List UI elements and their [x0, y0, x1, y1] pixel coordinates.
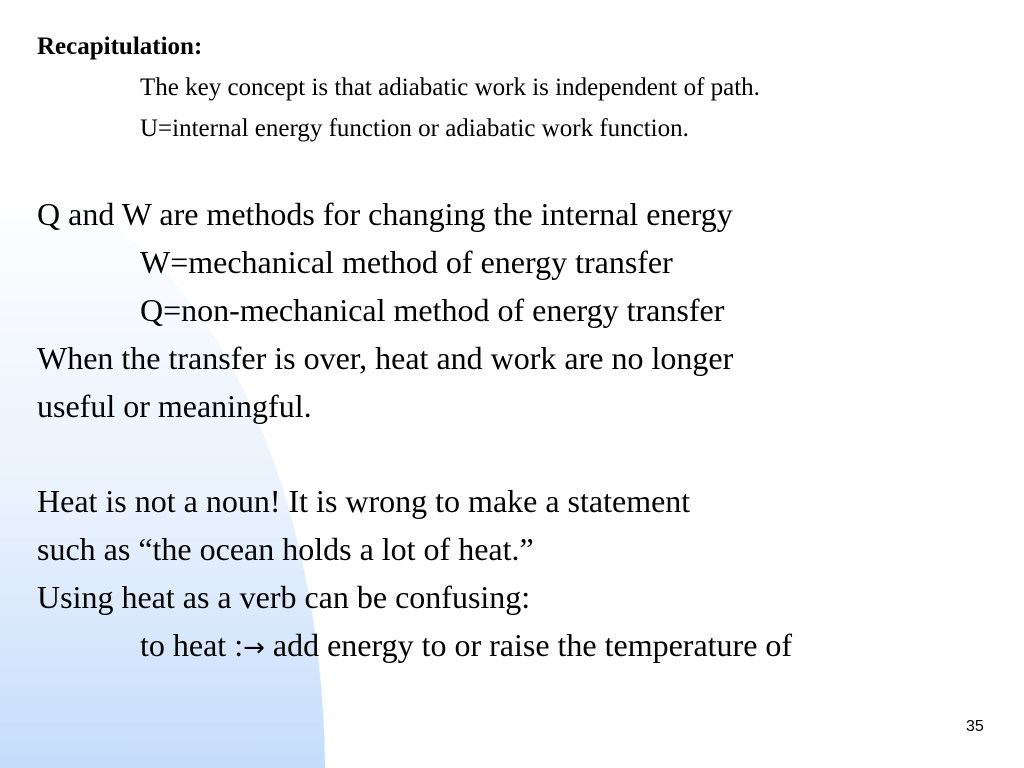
q-definition: Q=non-mechanical method of energy transfer — [140, 292, 725, 328]
page-number: 35 — [966, 718, 984, 735]
recap-line-2: U=internal energy function or adiabatic work function. — [140, 115, 689, 142]
transfer-over-line-1: When the transfer is over, heat and work are no longer — [37, 340, 734, 376]
recap-heading: Recapitulation: — [37, 33, 203, 60]
right-arrow-icon: → — [243, 633, 265, 663]
w-definition: W=mechanical method of energy transfer — [140, 244, 673, 280]
qw-intro: Q and W are methods for changing the internal energy — [37, 196, 733, 232]
heat-noun-line: Heat is not a noun! It is wrong to make a statement — [37, 483, 691, 519]
to-heat-meaning: add energy to or raise the temperature of — [264, 627, 793, 663]
heat-verb-line: Using heat as a verb can be confusing: — [37, 579, 531, 615]
transfer-over-line-2: useful or meaningful. — [37, 388, 312, 424]
to-heat-definition — [140, 629, 792, 661]
recap-line-1: The key concept is that adiabatic work is independent of path. — [140, 74, 760, 101]
to-heat-term: to heat : — [140, 627, 244, 663]
ocean-example-line: such as “the ocean holds a lot of heat.” — [37, 531, 534, 567]
